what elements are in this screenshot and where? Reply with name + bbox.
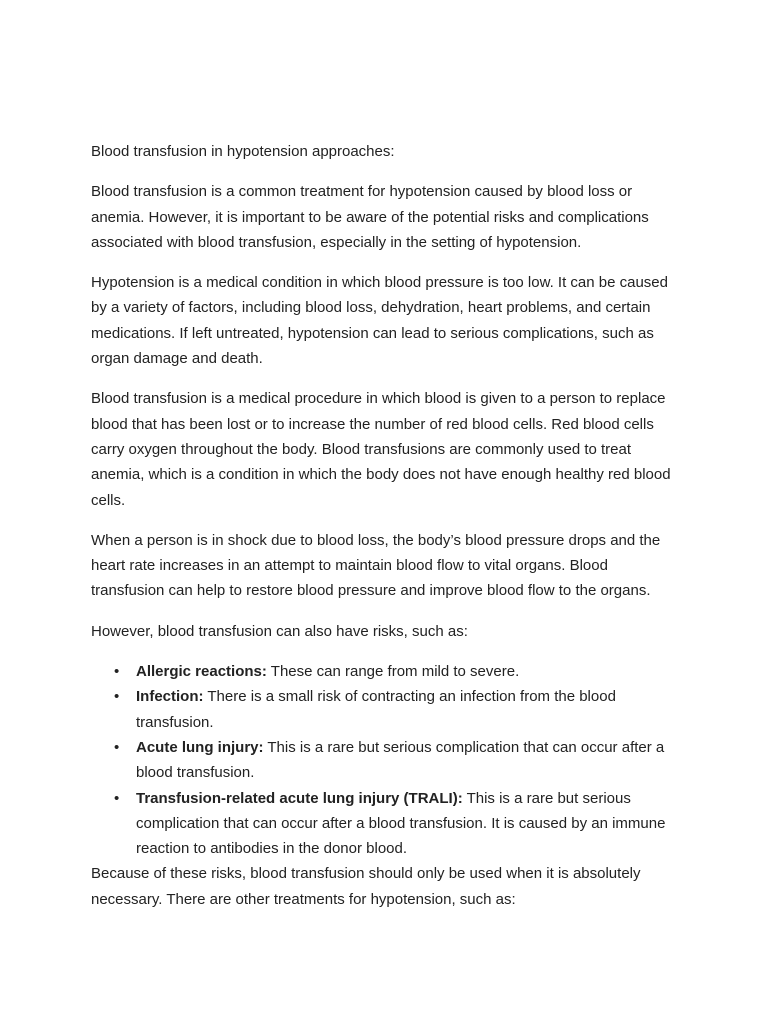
paragraph-transfusion: Blood transfusion is a medical procedure in which blood is given to a person to replace blood that has been lost or to increase the number of red blood cells. Red blood cells carry oxygen throughout the body. Blood transfusions are commonly used to treat anemia, which is a condition in which the body does not have enough healthy red blood cells. xyxy=(91,390,671,509)
risks-list xyxy=(91,659,681,861)
paragraph-risks-intro: However, blood transfusion can also have risks, such as: xyxy=(91,622,468,640)
risk-term: Acute lung injury: xyxy=(136,738,264,756)
risk-description: This is a rare but serious complication that can occur after a blood transfusion. xyxy=(136,738,665,782)
risk-description: This is a rare but serious complication that can occur after a blood transfusion. It is caused by an immune reaction to antibodies in the donor blood. xyxy=(136,789,666,858)
paragraph-hypotension: Hypotension is a medical condition in which blood pressure is too low. It can be caused by a variety of factors, including blood loss, dehydration, heart problems, and certain medications. If left untreated, hypotension can lead to serious complications, such as organ damage and death. xyxy=(91,274,668,368)
risk-description: These can range from mild to severe. xyxy=(266,663,520,681)
list-item xyxy=(136,659,681,684)
list-item xyxy=(136,786,681,862)
document-body xyxy=(91,139,681,927)
paragraph-shock: When a person is in shock due to blood loss, the body’s blood pressure drops and the heart rate increases in an attempt to maintain blood flow to vital organs. Blood transfusion can help to restore blood pressure and improve blood flow to the organs. xyxy=(91,531,661,600)
list-item xyxy=(136,684,681,735)
risk-term: Infection: xyxy=(136,688,204,706)
list-item xyxy=(136,735,681,786)
document-title: Blood transfusion in hypotension approaches: xyxy=(91,143,395,160)
risk-term: Allergic reactions: xyxy=(136,663,267,681)
paragraph-closing: Because of these risks, blood transfusion should only be used when it is absolutely necessary. There are other treatments for hypotension, such as: xyxy=(91,865,641,908)
paragraph-intro: Blood transfusion is a common treatment for hypotension caused by blood loss or anemia. However, it is important to be aware of the potential risks and complications associated with blood transfusion, especially in the setting of hypotension. xyxy=(91,183,649,251)
risk-description: There is a small risk of contracting an infection from the blood transfusion. xyxy=(136,688,616,731)
risk-term: Transfusion-related acute lung injury (TRALI): xyxy=(136,789,463,807)
